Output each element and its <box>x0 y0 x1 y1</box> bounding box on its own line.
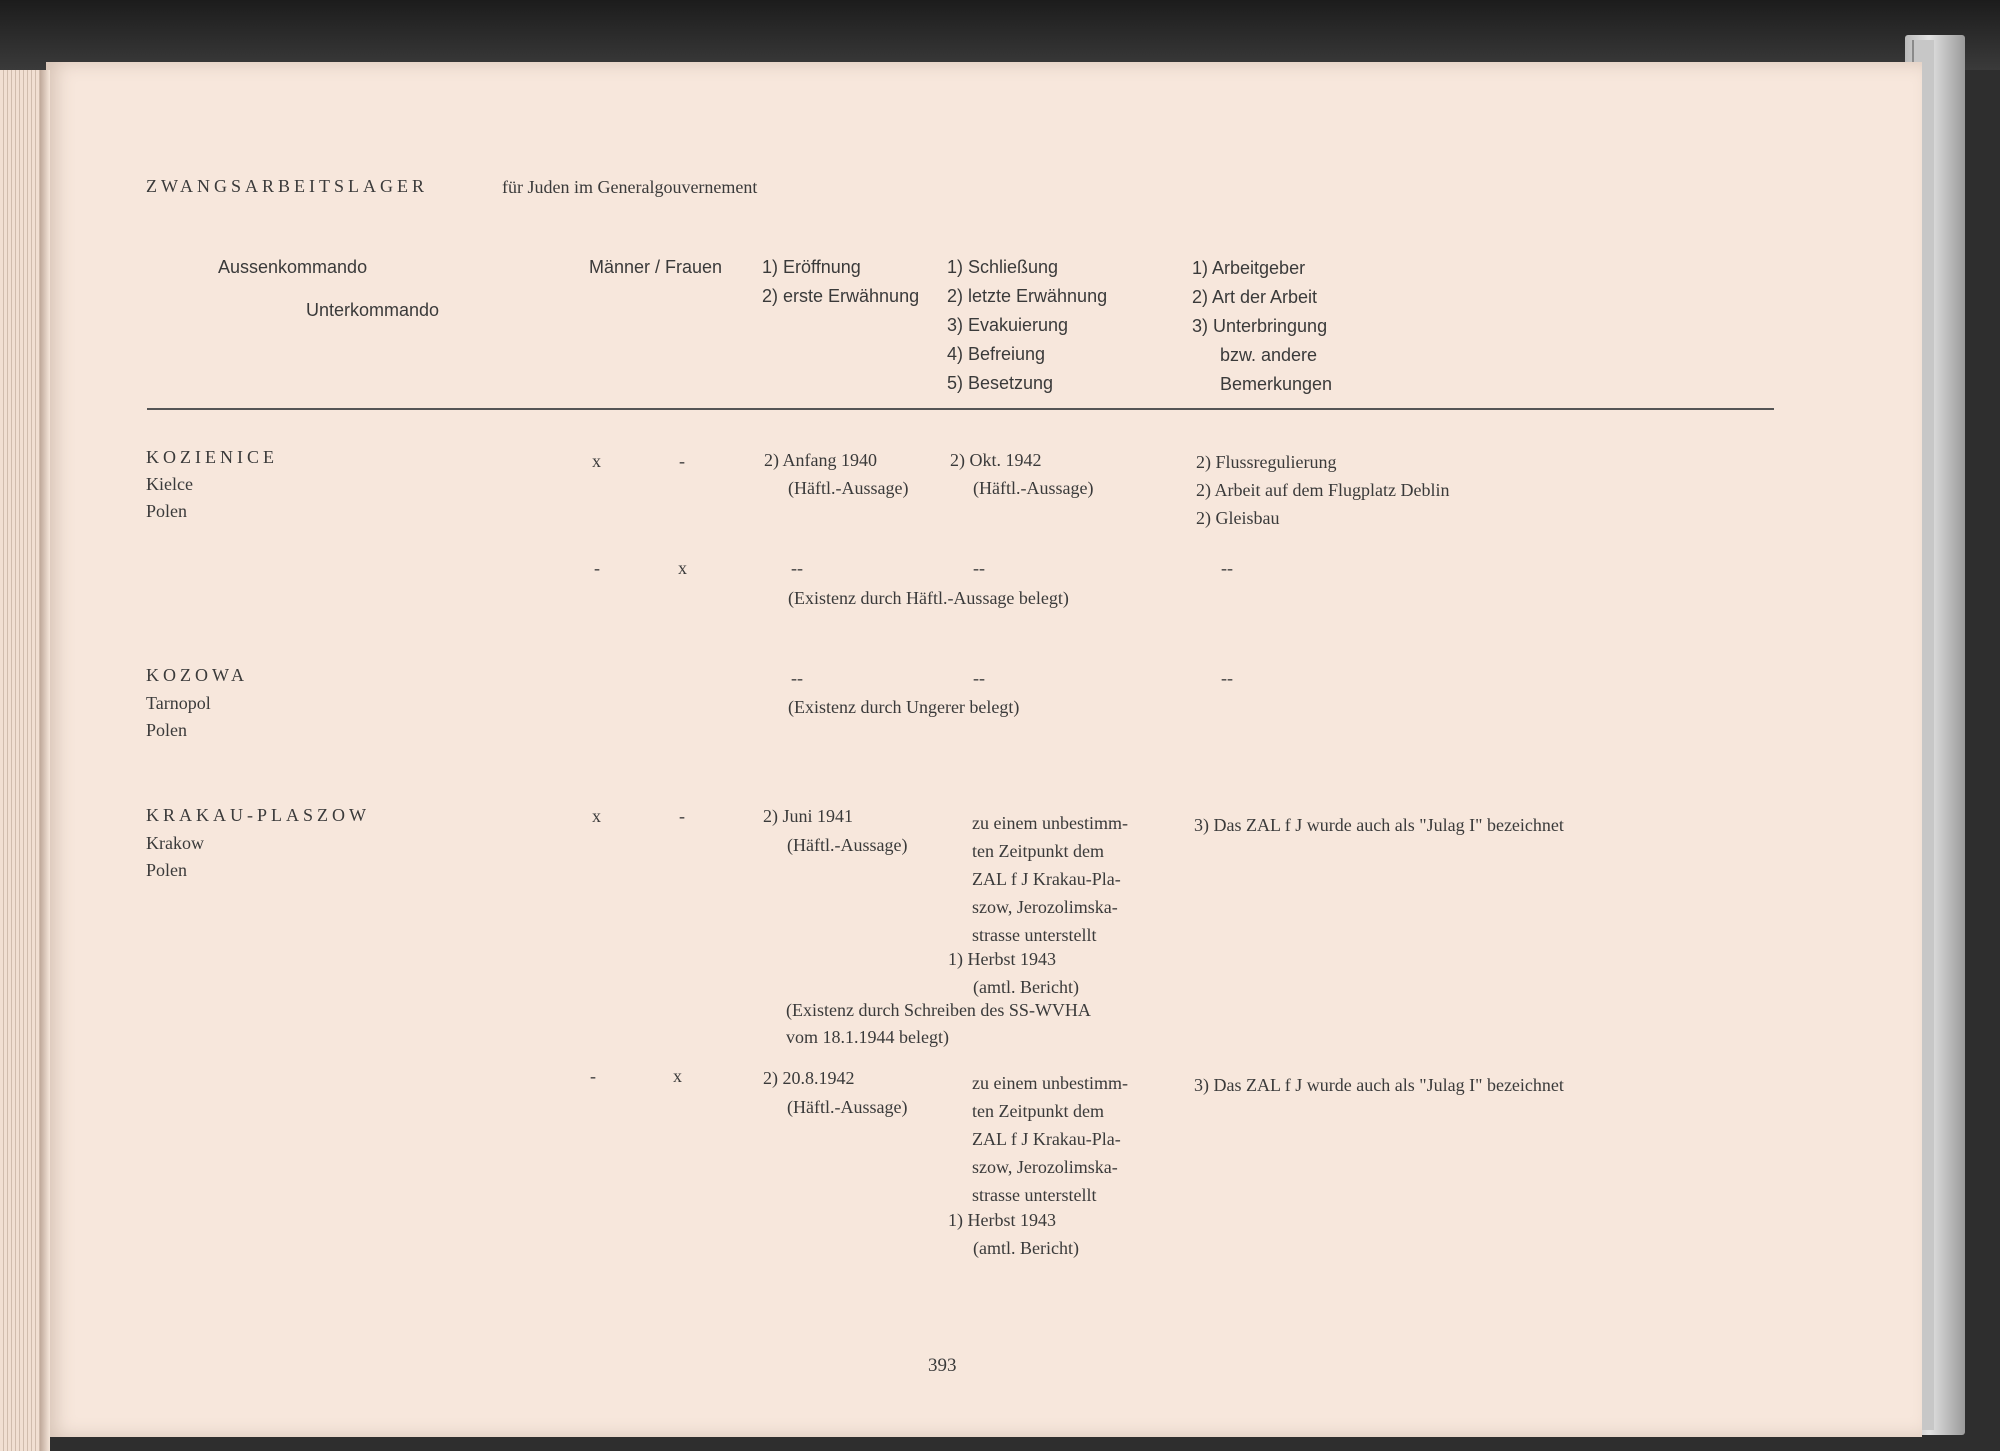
entry-kozowa-country: Polen <box>146 720 188 740</box>
krakau-r1-maenner: x <box>592 806 601 826</box>
header-divider <box>147 408 1774 410</box>
krakau-r1-closed-7: (amtl. Bericht) <box>973 977 1079 997</box>
krakau-r1-closed-1: zu einem unbestimm- <box>972 813 1128 833</box>
kozienice-r1-maenner: x <box>592 451 601 471</box>
krakau-r2-remarks: 3) Das ZAL f J wurde auch als "Julag I" bezeichnet <box>1194 1075 1564 1095</box>
header-col5-line4: bzw. andere <box>1220 345 1318 365</box>
book-spine <box>40 70 50 1451</box>
heading-subtitle: für Juden im Generalgouvernement <box>502 177 758 197</box>
entry-kozienice-region: Kielce <box>146 474 193 494</box>
krakau-r1-closed-6: 1) Herbst 1943 <box>948 949 1056 969</box>
entry-krakau-name: KRAKAU-PLASZOW <box>146 805 370 825</box>
krakau-r1-remarks: 3) Das ZAL f J wurde auch als "Julag I" bezeichnet <box>1194 815 1564 835</box>
kozienice-r1-opened-1: 2) Anfang 1940 <box>764 450 877 470</box>
krakau-r2-opened-2: (Häftl.-Aussage) <box>787 1097 908 1117</box>
header-col3-line2: 2) erste Erwähnung <box>762 286 920 306</box>
krakau-r1-closed-3: ZAL f J Krakau-Pla- <box>972 869 1121 889</box>
header-col4-line4: 4) Befreiung <box>947 344 1046 364</box>
entry-kozienice-country: Polen <box>146 501 188 521</box>
entry-kozowa-name: KOZOWA <box>146 665 248 685</box>
header-col4-line3: 3) Evakuierung <box>947 315 1069 335</box>
kozienice-r1-closed-1: 2) Okt. 1942 <box>950 450 1042 470</box>
kozienice-r1-remarks-2: 2) Arbeit auf dem Flugplatz Deblin <box>1196 480 1450 500</box>
krakau-r2-closed-2: ten Zeitpunkt dem <box>972 1101 1104 1121</box>
header-col5-line2: 2) Art der Arbeit <box>1192 287 1318 307</box>
header-col5-line5: Bemerkungen <box>1220 374 1333 394</box>
krakau-r2-frauen: x <box>673 1066 682 1086</box>
header-col4-line2: 2) letzte Erwähnung <box>947 286 1108 306</box>
kozienice-r1-remarks-1: 2) Flussregulierung <box>1196 452 1337 472</box>
page-number: 393 <box>928 1355 957 1376</box>
entry-kozowa-region: Tarnopol <box>146 693 211 713</box>
krakau-r1-opened-1: 2) Juni 1941 <box>763 806 853 826</box>
krakau-r2-closed-3: ZAL f J Krakau-Pla- <box>972 1129 1121 1149</box>
entry-kozienice-name: KOZIENICE <box>146 447 278 467</box>
entry-krakau-country: Polen <box>146 860 188 880</box>
kozowa-remarks: -- <box>1221 668 1233 688</box>
header-col5-line3: 3) Unterbringung <box>1192 316 1328 336</box>
kozienice-r1-frauen: - <box>679 451 685 471</box>
krakau-r1-opened-2: (Häftl.-Aussage) <box>787 835 908 855</box>
header-col4-line5: 5) Besetzung <box>947 373 1054 393</box>
background-top <box>0 0 2000 70</box>
krakau-r2-opened-1: 2) 20.8.1942 <box>763 1068 855 1088</box>
krakau-r1-note-2: vom 18.1.1944 belegt) <box>786 1027 949 1047</box>
krakau-r1-closed-4: szow, Jerozolimska- <box>972 897 1118 917</box>
krakau-r1-closed-2: ten Zeitpunkt dem <box>972 841 1104 861</box>
krakau-r1-closed-5: strasse unterstellt <box>972 925 1097 945</box>
kozienice-r2-frauen: x <box>678 558 687 578</box>
kozienice-r1-remarks-3: 2) Gleisbau <box>1196 508 1280 528</box>
heading-title: ZWANGSARBEITSLAGER <box>146 176 428 196</box>
kozienice-r2-remarks: -- <box>1221 558 1233 578</box>
header-col4-line1: 1) Schließung <box>947 257 1059 277</box>
krakau-r2-closed-5: strasse unterstellt <box>972 1185 1097 1205</box>
krakau-r2-closed-7: (amtl. Bericht) <box>973 1238 1079 1258</box>
kozowa-note: (Existenz durch Ungerer belegt) <box>788 697 1020 717</box>
header-unterkommando: Unterkommando <box>306 300 440 320</box>
kozowa-opened: -- <box>791 668 803 688</box>
header-col3-line1: 1) Eröffnung <box>762 257 861 277</box>
entry-krakau-region: Krakow <box>146 833 204 853</box>
krakau-r2-maenner: - <box>590 1066 596 1086</box>
header-aussenkommando: Aussenkommando <box>218 257 368 277</box>
krakau-r2-closed-4: szow, Jerozolimska- <box>972 1157 1118 1177</box>
kozienice-r2-maenner: - <box>594 558 600 578</box>
header-col5-line1: 1) Arbeitgeber <box>1192 258 1306 278</box>
kozienice-r2-note: (Existenz durch Häftl.-Aussage belegt) <box>788 588 1069 608</box>
header-maenner-frauen: Männer / Frauen <box>589 257 723 277</box>
kozowa-closed: -- <box>973 668 985 688</box>
krakau-r1-frauen: - <box>679 806 685 826</box>
krakau-r1-note-1: (Existenz durch Schreiben des SS-WVHA <box>786 1000 1091 1020</box>
kozienice-r2-opened: -- <box>791 558 803 578</box>
krakau-r2-closed-6: 1) Herbst 1943 <box>948 1210 1056 1230</box>
kozienice-r2-closed: -- <box>973 558 985 578</box>
kozienice-r1-closed-2: (Häftl.-Aussage) <box>973 478 1094 498</box>
krakau-r2-closed-1: zu einem unbestimm- <box>972 1073 1128 1093</box>
kozienice-r1-opened-2: (Häftl.-Aussage) <box>788 478 909 498</box>
